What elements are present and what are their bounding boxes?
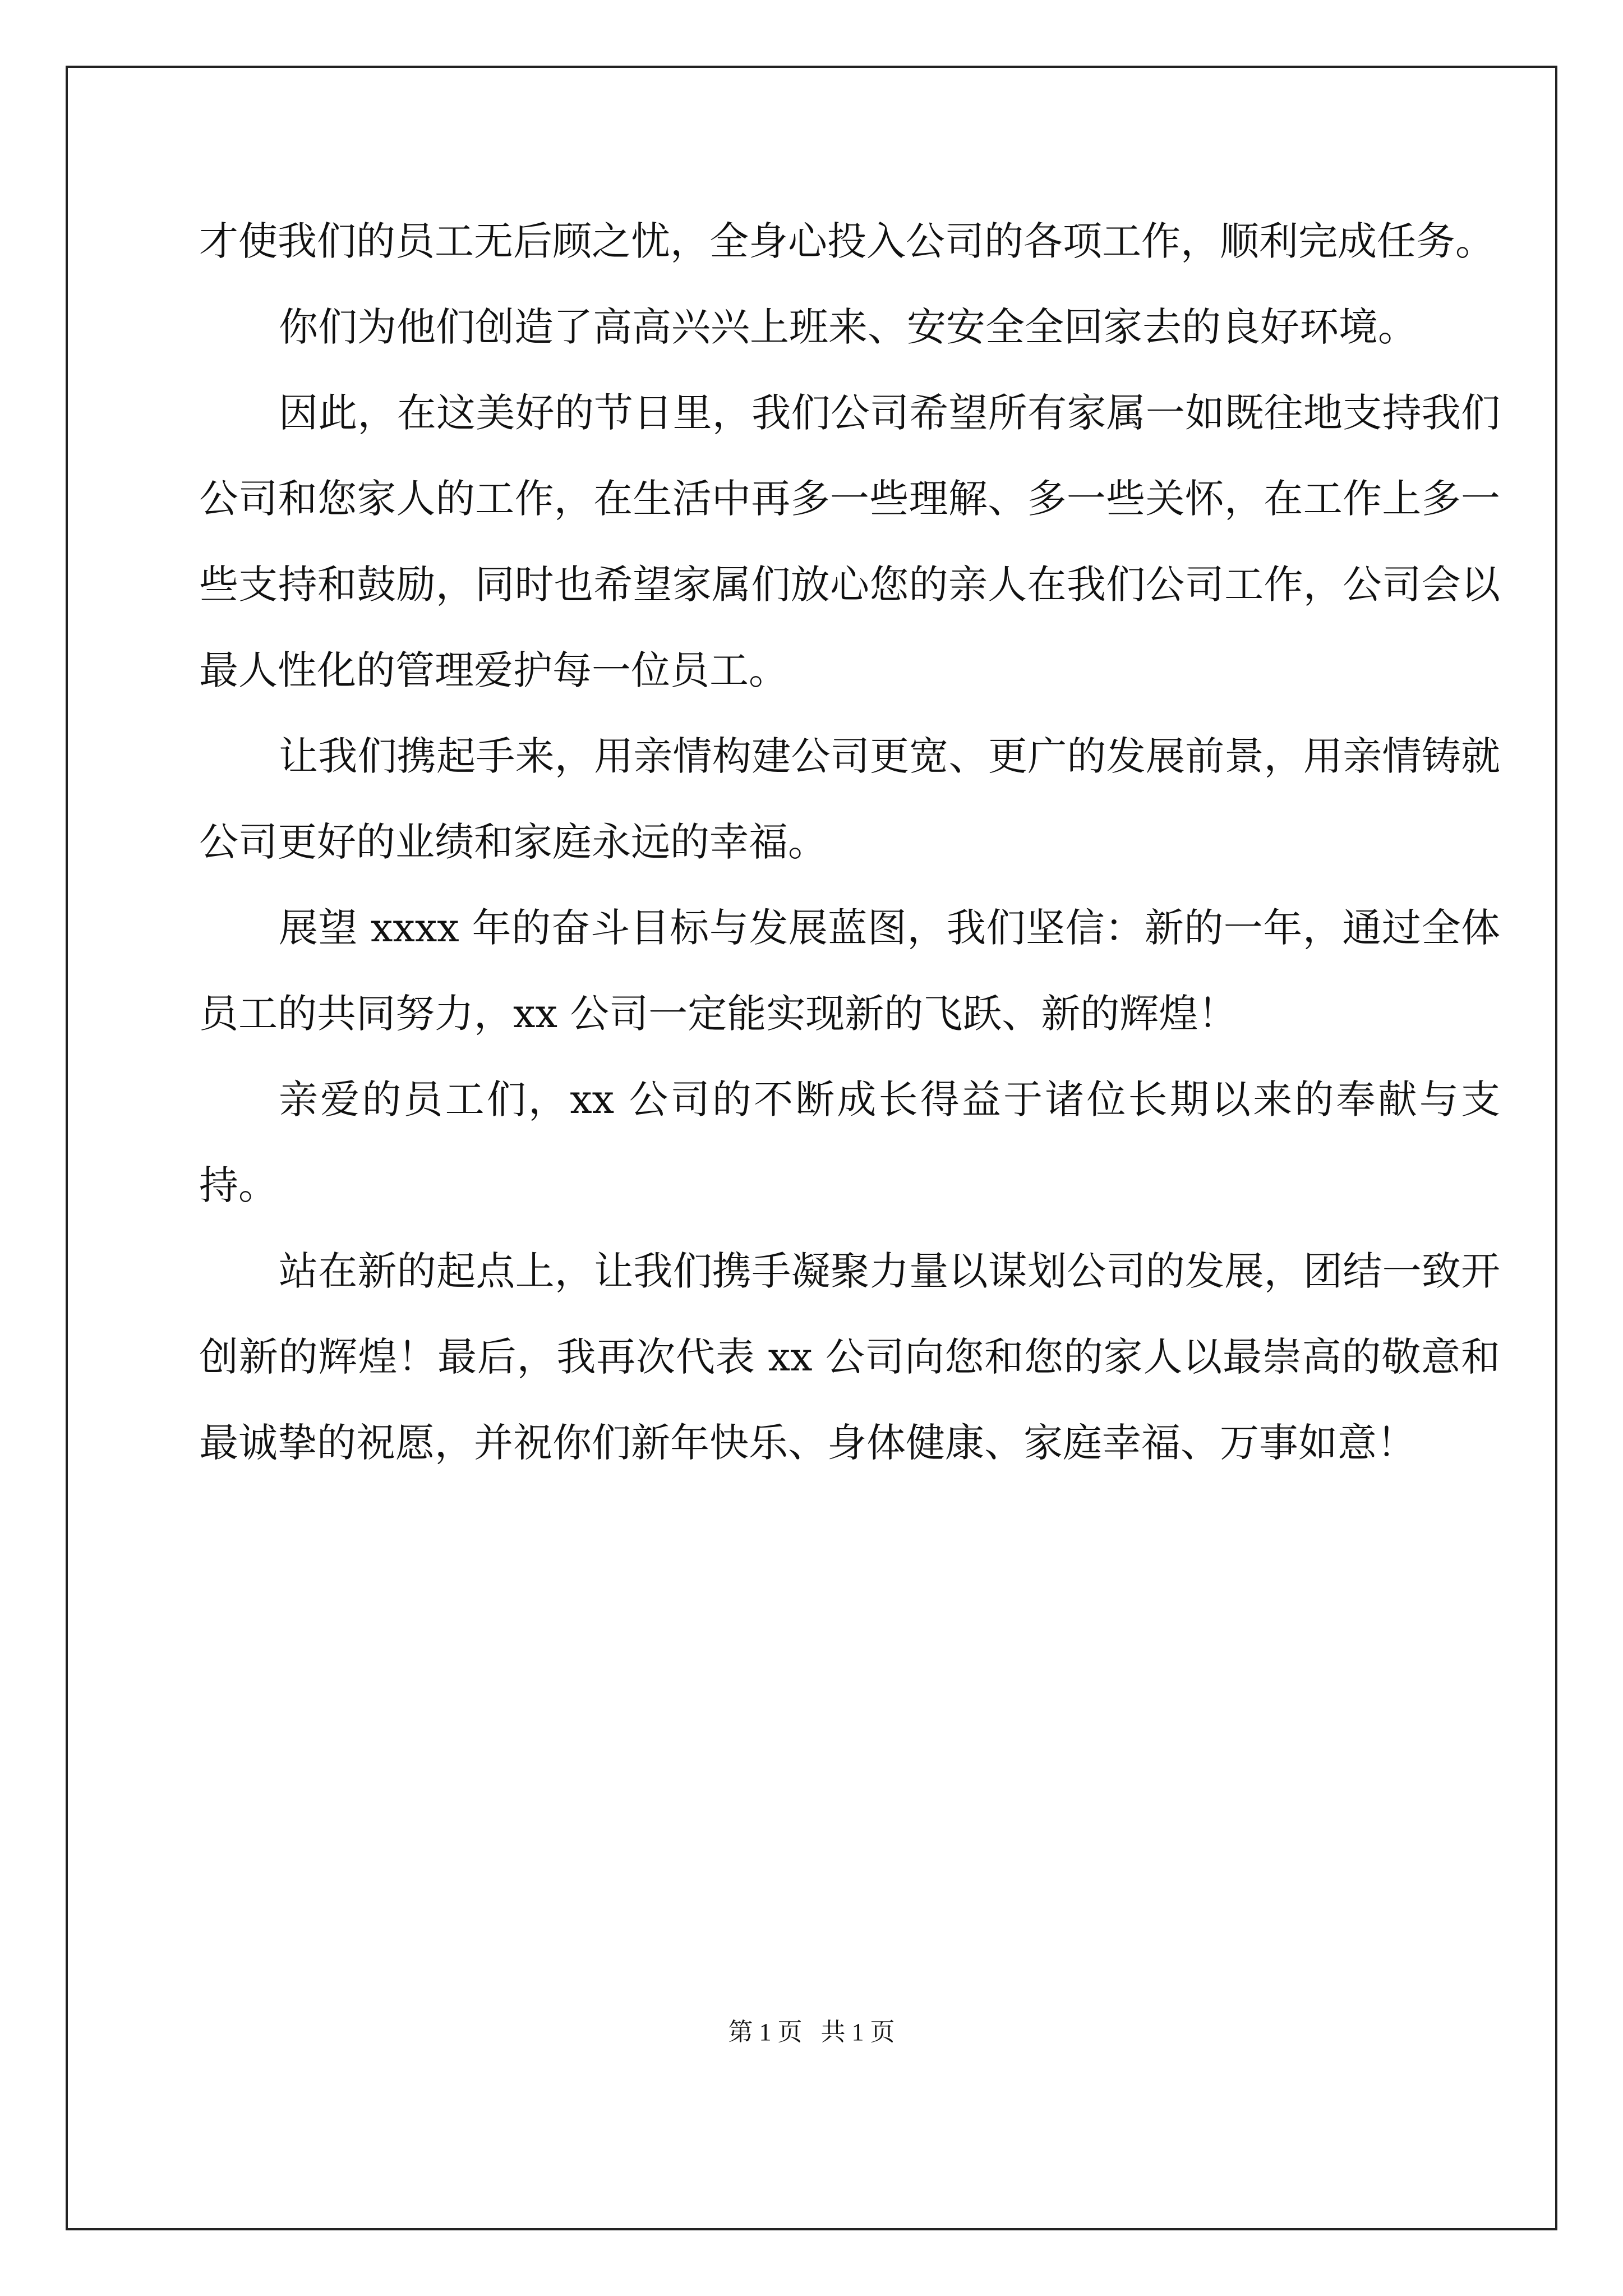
paragraph-1: 才使我们的员工无后顾之忧，全身心投入公司的各项工作，顺利完成任务。 <box>199 218 1495 264</box>
document-body <box>199 199 1500 1486</box>
page-number-footer: 第 1 页 共 1 页 <box>728 2018 895 2046</box>
paragraph-2: 你们为他们创造了高高兴兴上班来、安安全全回家去的良好环境。 <box>279 304 1417 350</box>
paragraph-4: 让我们携起手来，用亲情构建公司更宽、更广的发展前景，用亲情铸就公司更好的业绩和家庭永远的幸福。 <box>199 733 1500 865</box>
paragraph-7: 站在新的起点上，让我们携手凝聚力量以谋划公司的发展，团结一致开创新的辉煌！最后，我再次代表 xx 公司向您和您的家人以最崇高的敬意和最诚挚的祝愿，并祝你们新年快乐、身体健康、家庭幸福、万事如意！ <box>199 1248 1500 1466</box>
paragraph-6: 亲爱的员工们，xx 公司的不断成长得益于诸位长期以来的奉献与支持。 <box>199 1076 1500 1208</box>
paragraph-5: 展望 xxxx 年的奋斗目标与发展蓝图，我们坚信：新的一年，通过全体员工的共同努力，xx 公司一定能实现新的飞跃、新的辉煌！ <box>199 905 1500 1037</box>
paragraph-3: 因此，在这美好的节日里，我们公司希望所有家属一如既往地支持我们公司和您家人的工作，在生活中再多一些理解、多一些关怀，在工作上多一些支持和鼓励，同时也希望家属们放心您的亲人在我们公司工作，公司会以最人性化的管理爱护每一位员工。 <box>199 390 1500 693</box>
